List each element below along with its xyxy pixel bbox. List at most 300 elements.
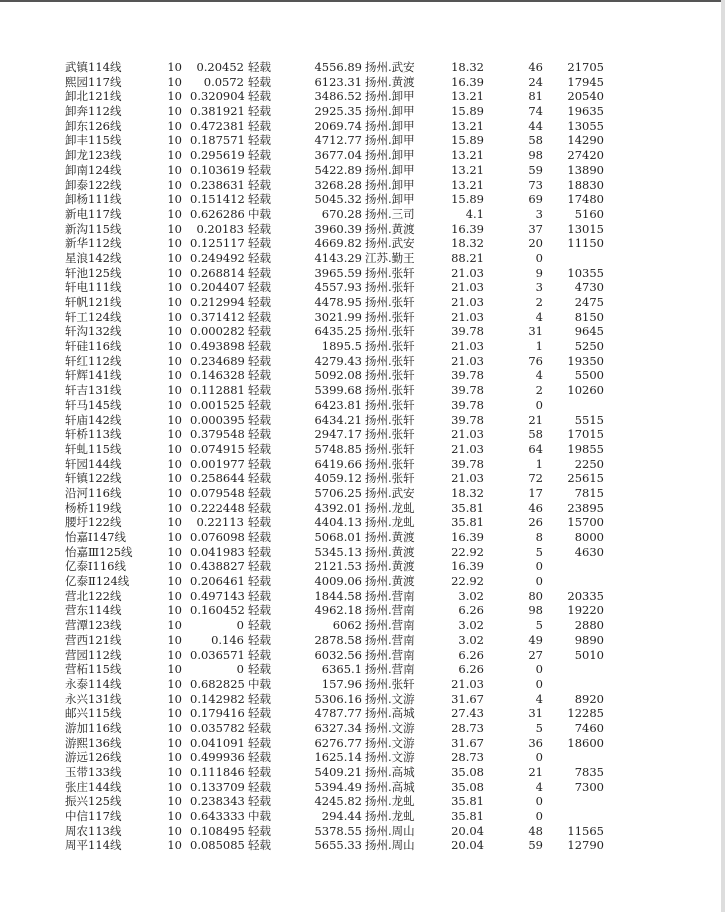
cell-line-name: 杨桥119线 — [65, 500, 122, 515]
table-row — [0, 471, 725, 486]
table-row — [0, 692, 725, 707]
cell-count: 20 — [528, 236, 543, 251]
cell-line-name: 永兴131线 — [65, 691, 122, 706]
cell-load-rate: 0.103619 — [190, 162, 245, 177]
cell-load-type: 轻载 — [248, 647, 271, 662]
cell-line-name: 营潭123线 — [65, 618, 122, 633]
cell-count: 81 — [528, 89, 543, 104]
cell-capacity: 10 — [167, 280, 182, 295]
cell-line-name: 轩园144线 — [65, 456, 122, 471]
cell-count: 3 — [535, 280, 543, 295]
cell-capacity: 10 — [167, 104, 182, 119]
cell-load-type: 轻载 — [248, 309, 271, 324]
cell-total: 20335 — [567, 588, 604, 603]
cell-distance: 18.32 — [451, 236, 484, 251]
cell-total: 21705 — [567, 60, 604, 74]
cell-load-rate: 0.187571 — [190, 133, 245, 148]
cell-total: 19350 — [567, 353, 604, 368]
cell-value: 4404.13 — [314, 515, 362, 530]
cell-substation: 扬州.龙虬 — [365, 809, 415, 824]
cell-distance: 39.78 — [451, 397, 484, 412]
cell-value: 2878.58 — [314, 632, 362, 647]
cell-count: 73 — [528, 177, 543, 192]
cell-total: 4630 — [574, 544, 604, 559]
cell-capacity: 10 — [167, 133, 182, 148]
cell-line-name: 营东114线 — [65, 603, 122, 618]
cell-total: 9645 — [574, 324, 604, 339]
cell-load-type: 轻载 — [248, 706, 271, 721]
cell-substation: 扬州.张轩 — [365, 456, 415, 471]
cell-count: 0 — [535, 397, 543, 412]
cell-count: 4 — [535, 368, 543, 383]
cell-load-type: 轻载 — [248, 265, 271, 280]
cell-distance: 21.03 — [451, 676, 484, 691]
cell-value: 4009.06 — [314, 574, 362, 589]
cell-total: 11150 — [567, 236, 604, 251]
cell-count: 21 — [528, 765, 543, 779]
cell-substation: 扬州.张轩 — [365, 265, 415, 280]
cell-value: 6419.66 — [314, 456, 362, 471]
cell-count: 74 — [528, 104, 543, 119]
cell-substation: 扬州.周山 — [365, 838, 415, 853]
cell-capacity: 10 — [167, 662, 182, 677]
cell-substation: 扬州.周山 — [365, 823, 415, 838]
cell-distance: 16.39 — [451, 221, 484, 236]
cell-load-type: 轻载 — [248, 162, 271, 177]
cell-line-name: 轩辉141线 — [65, 368, 122, 383]
cell-distance: 39.78 — [451, 456, 484, 471]
cell-value: 4392.01 — [314, 500, 362, 515]
cell-total: 9890 — [574, 632, 604, 647]
cell-load-type: 轻载 — [248, 280, 271, 295]
cell-capacity: 10 — [167, 618, 182, 633]
cell-load-type: 轻载 — [248, 823, 271, 838]
cell-total: 11565 — [567, 823, 604, 838]
cell-capacity: 10 — [167, 838, 182, 853]
table-row — [0, 706, 725, 721]
cell-load-rate: 0.20452 — [196, 60, 244, 74]
table-row — [0, 838, 725, 853]
cell-value: 4143.29 — [314, 250, 362, 265]
cell-capacity: 10 — [167, 735, 182, 750]
cell-value: 3960.39 — [314, 221, 362, 236]
cell-load-rate: 0.238343 — [190, 794, 245, 809]
cell-line-name: 游远126线 — [65, 750, 122, 765]
cell-line-name: 玉带133线 — [65, 765, 122, 779]
cell-count: 69 — [528, 192, 543, 207]
cell-distance: 35.81 — [451, 809, 484, 824]
table-row — [0, 251, 725, 266]
cell-count: 26 — [528, 515, 543, 530]
cell-capacity: 10 — [167, 221, 182, 236]
cell-value: 157.96 — [321, 676, 362, 691]
cell-load-rate: 0.085085 — [190, 838, 245, 853]
cell-count: 0 — [535, 676, 543, 691]
cell-total: 7460 — [574, 720, 604, 735]
cell-distance: 27.43 — [451, 706, 484, 721]
cell-load-type: 轻载 — [248, 118, 271, 133]
cell-load-rate: 0.125117 — [190, 236, 245, 251]
cell-substation: 扬州.营南 — [365, 632, 415, 647]
cell-load-rate: 0.133709 — [190, 779, 245, 794]
cell-load-type: 轻载 — [248, 221, 271, 236]
cell-capacity: 10 — [167, 515, 182, 530]
cell-total: 10355 — [567, 265, 604, 280]
cell-substation: 扬州.黄渡 — [365, 544, 415, 559]
cell-distance: 6.26 — [458, 647, 484, 662]
cell-load-rate: 0.258644 — [190, 471, 245, 486]
table-row — [0, 133, 725, 148]
cell-load-type: 轻载 — [248, 588, 271, 603]
cell-substation: 扬州.卸甲 — [365, 177, 415, 192]
cell-capacity: 10 — [167, 397, 182, 412]
table-row — [0, 457, 725, 472]
cell-value: 294.44 — [321, 809, 362, 824]
cell-count: 80 — [528, 588, 543, 603]
cell-count: 5 — [535, 618, 543, 633]
cell-load-type: 轻载 — [248, 838, 271, 853]
cell-total: 23895 — [567, 500, 604, 515]
cell-distance: 21.03 — [451, 441, 484, 456]
table-row — [0, 60, 725, 75]
cell-load-rate: 0.036571 — [190, 647, 245, 662]
cell-value: 5345.13 — [314, 544, 362, 559]
cell-distance: 35.81 — [451, 500, 484, 515]
cell-substation: 扬州.张轩 — [365, 441, 415, 456]
cell-total: 2880 — [574, 618, 604, 633]
cell-substation: 扬州.张轩 — [365, 471, 415, 486]
cell-distance: 15.89 — [451, 104, 484, 119]
table-row — [0, 780, 725, 795]
cell-distance: 39.78 — [451, 368, 484, 383]
cell-load-type: 轻载 — [248, 500, 271, 515]
cell-substation: 扬州.营南 — [365, 618, 415, 633]
cell-load-type: 轻载 — [248, 574, 271, 589]
cell-load-rate: 0.204407 — [190, 280, 245, 295]
cell-capacity: 10 — [167, 60, 182, 74]
cell-distance: 15.89 — [451, 133, 484, 148]
cell-value: 5399.68 — [314, 383, 362, 398]
cell-load-rate: 0.493898 — [190, 339, 245, 354]
cell-line-name: 卸东126线 — [65, 118, 122, 133]
cell-count: 58 — [528, 427, 543, 442]
cell-distance: 28.73 — [451, 720, 484, 735]
cell-value: 5045.32 — [314, 192, 362, 207]
cell-value: 5378.55 — [314, 823, 362, 838]
cell-line-name: 新沟115线 — [65, 221, 122, 236]
cell-value: 2121.53 — [314, 559, 362, 574]
cell-line-name: 卸泰122线 — [65, 177, 122, 192]
cell-capacity: 10 — [167, 74, 182, 89]
cell-line-name: 游熙136线 — [65, 735, 122, 750]
cell-load-type: 轻载 — [248, 148, 271, 163]
cell-value: 4245.82 — [314, 794, 362, 809]
cell-substation: 扬州.黄渡 — [365, 221, 415, 236]
cell-load-type: 轻载 — [248, 339, 271, 354]
cell-substation: 扬州.张轩 — [365, 412, 415, 427]
cell-load-rate: 0.108495 — [190, 823, 245, 838]
table-row — [0, 310, 725, 325]
cell-distance: 39.78 — [451, 412, 484, 427]
table-row — [0, 662, 725, 677]
cell-value: 1625.14 — [314, 750, 362, 765]
cell-value: 5068.01 — [314, 530, 362, 544]
table-row — [0, 794, 725, 809]
cell-distance: 21.03 — [451, 295, 484, 309]
cell-total: 19855 — [567, 441, 604, 456]
cell-distance: 22.92 — [451, 574, 484, 589]
cell-total: 27420 — [567, 148, 604, 163]
cell-load-rate: 0.472381 — [190, 118, 245, 133]
cell-load-rate: 0.295619 — [190, 148, 245, 163]
cell-value: 4279.43 — [314, 353, 362, 368]
cell-substation: 扬州.营南 — [365, 588, 415, 603]
table-row — [0, 148, 725, 163]
cell-line-name: 周平114线 — [65, 838, 122, 853]
cell-load-type: 轻载 — [248, 74, 271, 89]
cell-count: 0 — [535, 250, 543, 265]
cell-total: 8000 — [574, 530, 604, 544]
cell-load-type: 轻载 — [248, 60, 271, 74]
cell-line-name: 永泰114线 — [65, 676, 122, 691]
cell-substation: 扬州.卸甲 — [365, 192, 415, 207]
cell-count: 58 — [528, 133, 543, 148]
cell-capacity: 10 — [167, 250, 182, 265]
cell-distance: 16.39 — [451, 559, 484, 574]
cell-distance: 13.21 — [451, 89, 484, 104]
cell-load-rate: 0.438827 — [190, 559, 245, 574]
cell-total: 5160 — [574, 206, 604, 221]
cell-capacity: 10 — [167, 236, 182, 251]
cell-distance: 18.32 — [451, 485, 484, 500]
cell-capacity: 10 — [167, 603, 182, 618]
cell-value: 4556.89 — [314, 60, 362, 74]
cell-substation: 扬州.营南 — [365, 647, 415, 662]
cell-load-type: 轻载 — [248, 324, 271, 339]
cell-load-rate: 0.682825 — [190, 676, 245, 691]
cell-value: 5092.08 — [314, 368, 362, 383]
cell-total: 12285 — [567, 706, 604, 721]
cell-substation: 扬州.文游 — [365, 720, 415, 735]
cell-capacity: 10 — [167, 500, 182, 515]
cell-capacity: 10 — [167, 383, 182, 398]
cell-substation: 扬州.文游 — [365, 735, 415, 750]
cell-load-rate: 0.146328 — [190, 368, 245, 383]
cell-total: 10260 — [567, 383, 604, 398]
cell-load-type: 轻载 — [248, 89, 271, 104]
cell-value: 4962.18 — [314, 603, 362, 618]
cell-total: 13890 — [567, 162, 604, 177]
cell-line-name: 邮兴115线 — [65, 706, 122, 721]
cell-line-name: 轩帆121线 — [65, 295, 122, 309]
cell-load-rate: 0.206461 — [190, 574, 245, 589]
cell-value: 3965.59 — [314, 265, 362, 280]
cell-substation: 扬州.张轩 — [365, 280, 415, 295]
cell-substation: 扬州.卸甲 — [365, 104, 415, 119]
cell-value: 5422.89 — [314, 162, 362, 177]
cell-value: 6435.25 — [314, 324, 362, 339]
table-row — [0, 545, 725, 560]
cell-total: 2250 — [574, 456, 604, 471]
cell-capacity: 10 — [167, 295, 182, 309]
cell-total: 19220 — [567, 603, 604, 618]
cell-count: 0 — [535, 750, 543, 765]
cell-value: 3268.28 — [314, 177, 362, 192]
cell-capacity: 10 — [167, 794, 182, 809]
cell-count: 0 — [535, 794, 543, 809]
cell-distance: 16.39 — [451, 74, 484, 89]
cell-load-rate: 0.146 — [211, 632, 244, 647]
table-row — [0, 721, 725, 736]
table-row — [0, 266, 725, 281]
cell-load-type: 轻载 — [248, 133, 271, 148]
cell-total: 14290 — [567, 133, 604, 148]
cell-capacity: 10 — [167, 706, 182, 721]
cell-line-name: 轩镇122线 — [65, 471, 122, 486]
cell-count: 4 — [535, 779, 543, 794]
cell-value: 6434.21 — [314, 412, 362, 427]
cell-count: 46 — [528, 60, 543, 74]
cell-load-rate: 0.212994 — [190, 295, 245, 309]
cell-load-type: 轻载 — [248, 765, 271, 779]
table-row — [0, 398, 725, 413]
cell-load-rate: 0.041983 — [190, 544, 245, 559]
cell-load-rate: 0.000395 — [190, 412, 245, 427]
table-row — [0, 750, 725, 765]
cell-value: 5748.85 — [314, 441, 362, 456]
cell-line-name: 亿泰Ⅱ124线 — [65, 574, 130, 589]
cell-line-name: 卸龙123线 — [65, 148, 122, 163]
cell-total: 12790 — [567, 838, 604, 853]
cell-distance: 13.21 — [451, 177, 484, 192]
cell-value: 6062 — [332, 618, 362, 633]
cell-line-name: 熙园117线 — [65, 74, 122, 89]
cell-load-type: 轻载 — [248, 353, 271, 368]
cell-value: 5306.16 — [314, 691, 362, 706]
cell-total: 13015 — [567, 221, 604, 236]
cell-substation: 扬州.龙虬 — [365, 515, 415, 530]
cell-count: 0 — [535, 809, 543, 824]
cell-substation: 扬州.武安 — [365, 236, 415, 251]
cell-substation: 扬州.张轩 — [365, 427, 415, 442]
cell-load-rate: 0.238631 — [190, 177, 245, 192]
cell-count: 44 — [528, 118, 543, 133]
cell-load-rate: 0.234689 — [190, 353, 245, 368]
cell-value: 6032.56 — [314, 647, 362, 662]
cell-load-rate: 0.626286 — [190, 206, 245, 221]
cell-total: 17945 — [567, 74, 604, 89]
cell-count: 98 — [528, 603, 543, 618]
cell-count: 31 — [528, 324, 543, 339]
cell-load-rate: 0.160452 — [190, 603, 245, 618]
cell-load-type: 轻载 — [248, 412, 271, 427]
cell-load-rate: 0.074915 — [190, 441, 245, 456]
cell-distance: 35.08 — [451, 765, 484, 779]
table-row — [0, 765, 725, 780]
cell-distance: 3.02 — [458, 632, 484, 647]
cell-distance: 3.02 — [458, 618, 484, 633]
cell-total: 7835 — [574, 765, 604, 779]
cell-load-type: 轻载 — [248, 456, 271, 471]
table-row — [0, 442, 725, 457]
cell-load-type: 轻载 — [248, 104, 271, 119]
cell-total: 20540 — [567, 89, 604, 104]
cell-distance: 18.32 — [451, 60, 484, 74]
cell-value: 4059.12 — [314, 471, 362, 486]
cell-capacity: 10 — [167, 456, 182, 471]
cell-count: 46 — [528, 500, 543, 515]
cell-capacity: 10 — [167, 324, 182, 339]
table-row — [0, 354, 725, 369]
cell-load-type: 轻载 — [248, 368, 271, 383]
cell-distance: 6.26 — [458, 662, 484, 677]
table-row — [0, 192, 725, 207]
table-row — [0, 427, 725, 442]
cell-line-name: 营北122线 — [65, 588, 122, 603]
cell-load-rate: 0.179416 — [190, 706, 245, 721]
cell-value: 1844.58 — [314, 588, 362, 603]
cell-distance: 3.02 — [458, 588, 484, 603]
cell-value: 5706.25 — [314, 485, 362, 500]
cell-capacity: 10 — [167, 368, 182, 383]
cell-distance: 21.03 — [451, 265, 484, 280]
cell-substation: 扬州.黄渡 — [365, 559, 415, 574]
cell-count: 2 — [535, 295, 543, 309]
cell-load-type: 轻载 — [248, 779, 271, 794]
cell-line-name: 张庄144线 — [65, 779, 122, 794]
cell-count: 0 — [535, 662, 543, 677]
cell-value: 5394.49 — [314, 779, 362, 794]
cell-count: 0 — [535, 559, 543, 574]
cell-load-rate: 0 — [236, 618, 244, 633]
cell-load-rate: 0.079548 — [190, 485, 245, 500]
cell-capacity: 10 — [167, 544, 182, 559]
cell-line-name: 轩红112线 — [65, 353, 122, 368]
cell-count: 9 — [535, 265, 543, 280]
cell-load-rate: 0.111846 — [190, 765, 245, 779]
cell-load-type: 轻载 — [248, 471, 271, 486]
cell-load-rate: 0.381921 — [190, 104, 245, 119]
table-row — [0, 589, 725, 604]
cell-count: 98 — [528, 148, 543, 163]
table-row — [0, 119, 725, 134]
table-row — [0, 75, 725, 90]
cell-line-name: 亿泰Ⅰ116线 — [65, 559, 126, 574]
cell-substation: 扬州.龙虬 — [365, 794, 415, 809]
cell-distance: 39.78 — [451, 383, 484, 398]
cell-total: 7815 — [574, 485, 604, 500]
cell-count: 76 — [528, 353, 543, 368]
cell-distance: 4.1 — [465, 206, 484, 221]
cell-substation: 扬州.营南 — [365, 662, 415, 677]
cell-load-type: 轻载 — [248, 662, 271, 677]
cell-load-type: 轻载 — [248, 427, 271, 442]
cell-load-type: 轻载 — [248, 691, 271, 706]
cell-capacity: 10 — [167, 412, 182, 427]
cell-value: 6327.34 — [314, 720, 362, 735]
table-row — [0, 163, 725, 178]
table-row — [0, 104, 725, 119]
table-row — [0, 383, 725, 398]
table-row — [0, 368, 725, 383]
cell-capacity: 10 — [167, 471, 182, 486]
cell-total: 19635 — [567, 104, 604, 119]
cell-total: 4730 — [574, 280, 604, 295]
table-row — [0, 295, 725, 310]
cell-substation: 扬州.张轩 — [365, 353, 415, 368]
table-row — [0, 618, 725, 633]
table-row — [0, 633, 725, 648]
